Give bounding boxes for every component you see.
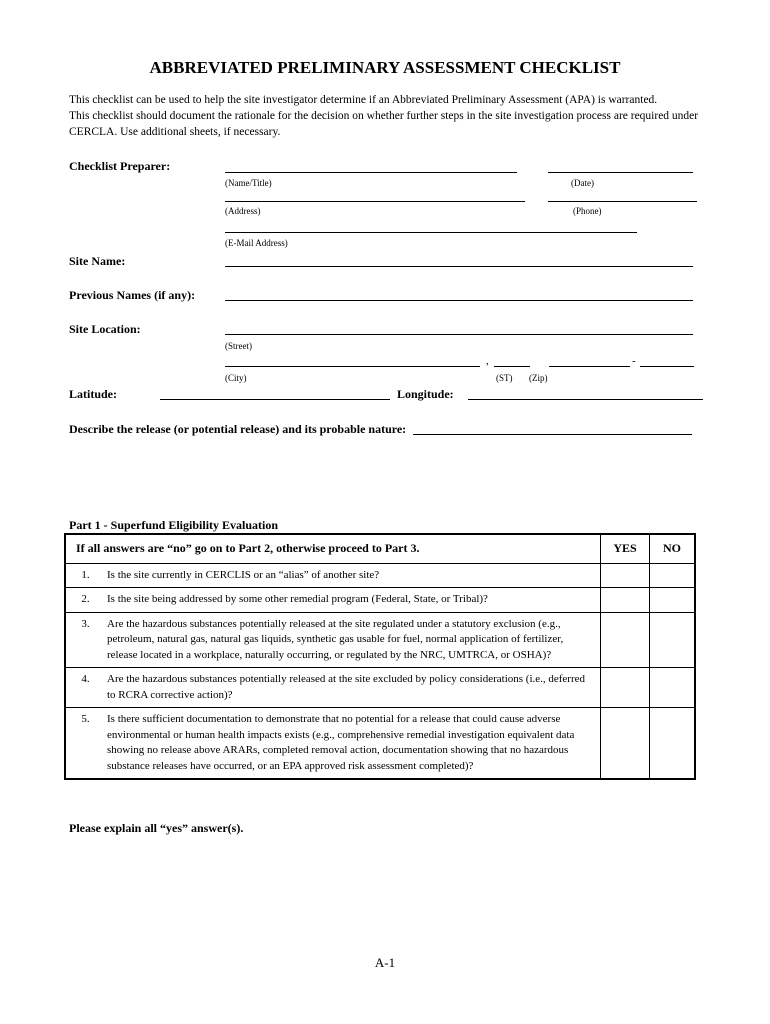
q2-yes-checkbox[interactable] [601,588,650,613]
preparer-label: Checklist Preparer: [69,159,171,173]
city-caption: (City) [225,373,247,383]
address-field[interactable] [225,201,525,202]
phone-caption: (Phone) [573,206,602,216]
state-field[interactable] [494,366,530,367]
date-caption: (Date) [571,178,594,188]
question-text: Is the site currently in CERCLIS or an “alias” of another site? [103,563,601,588]
table-row [65,708,695,780]
eligibility-table [64,533,696,780]
release-label: Describe the release (or potential release) and its probable nature: [69,422,407,436]
city-field[interactable] [225,366,480,367]
q5-no-checkbox[interactable] [650,708,696,780]
q1-no-checkbox[interactable] [650,563,696,588]
intro-line-1: This checklist can be used to help the site investigator determine if an Abbreviated Preliminary Assessment (APA) is warranted. [69,94,658,106]
street-caption: (Street) [225,341,252,351]
yes-header: YES [601,534,650,563]
email-field[interactable] [225,232,637,233]
zip-dash: - [632,355,636,367]
zip-extension-field[interactable] [640,366,694,367]
page-number: A-1 [374,955,396,970]
page-title: ABBREVIATED PRELIMINARY ASSESSMENT CHECKLIST [149,58,621,77]
table-header-row [65,534,695,563]
st-caption: (ST) [496,373,513,383]
site-name-field[interactable] [225,266,693,267]
question-text: Are the hazardous substances potentially released at the site regulated under a statutory exclusion (e.g., petroleum, natural gas, natural gas liquids, synthetic gas usable for fuel, normal application of fertilizer, release located in a workplace, naturally occurring, or regulated by the NRC, UMTRCA, or OSHA)? [103,612,601,668]
email-caption: (E-Mail Address) [225,238,288,248]
part1-heading: Part 1 - Superfund Eligibility Evaluation [69,518,279,532]
previous-names-label: Previous Names (if any): [69,288,196,302]
longitude-label: Longitude: [397,387,454,401]
site-location-label: Site Location: [69,322,141,336]
q1-yes-checkbox[interactable] [601,563,650,588]
q4-no-checkbox[interactable] [650,668,696,708]
site-name-label: Site Name: [69,254,126,268]
q2-no-checkbox[interactable] [650,588,696,613]
intro-text [69,92,709,140]
zip-caption: (Zip) [529,373,548,383]
street-field[interactable] [225,334,693,335]
name-title-field[interactable] [225,172,517,173]
name-title-caption: (Name/Title) [225,178,272,188]
intro-line-2: This checklist should document the rationale for the decision on whether further steps in the site investigation process are required under CERCLA. Use additional sheets, if necessary. [69,110,699,138]
longitude-field[interactable] [468,399,703,400]
table-row [65,668,695,708]
question-number: 3. [65,612,103,668]
city-state-comma: , [486,355,489,367]
question-text: Are the hazardous substances potentially released at the site excluded by policy considerations (i.e., deferred to RCRA corrective action)? [103,668,601,708]
instruction-text: If all answers are “no” go on to Part 2, otherwise proceed to Part 3. [76,541,420,555]
q3-no-checkbox[interactable] [650,612,696,668]
explain-label: Please explain all “yes” answer(s). [69,821,244,835]
table-row [65,612,695,668]
instruction-cell [65,534,601,563]
q5-yes-checkbox[interactable] [601,708,650,780]
release-field[interactable] [413,434,692,435]
q3-yes-checkbox[interactable] [601,612,650,668]
phone-field[interactable] [548,201,697,202]
address-caption: (Address) [225,206,261,216]
latitude-label: Latitude: [69,387,117,401]
question-text: Is there sufficient documentation to demonstrate that no potential for a release that could cause adverse environmental or human health impacts exists (e.g., comprehensive remedial investigation equivalent data showing no release above ARARs, completed removal action, documentation showing that no hazardous substance releases have occurred, or an EPA approved risk assessment completed)? [103,708,601,780]
latitude-field[interactable] [160,399,390,400]
q4-yes-checkbox[interactable] [601,668,650,708]
question-number: 2. [65,588,103,613]
date-field[interactable] [548,172,693,173]
question-text: Is the site being addressed by some other remedial program (Federal, State, or Tribal)? [103,588,601,613]
no-header: NO [650,534,696,563]
question-number: 5. [65,708,103,780]
table-row [65,563,695,588]
table-row [65,588,695,613]
previous-names-field[interactable] [225,300,693,301]
zip-field[interactable] [549,366,630,367]
question-number: 4. [65,668,103,708]
question-number: 1. [65,563,103,588]
